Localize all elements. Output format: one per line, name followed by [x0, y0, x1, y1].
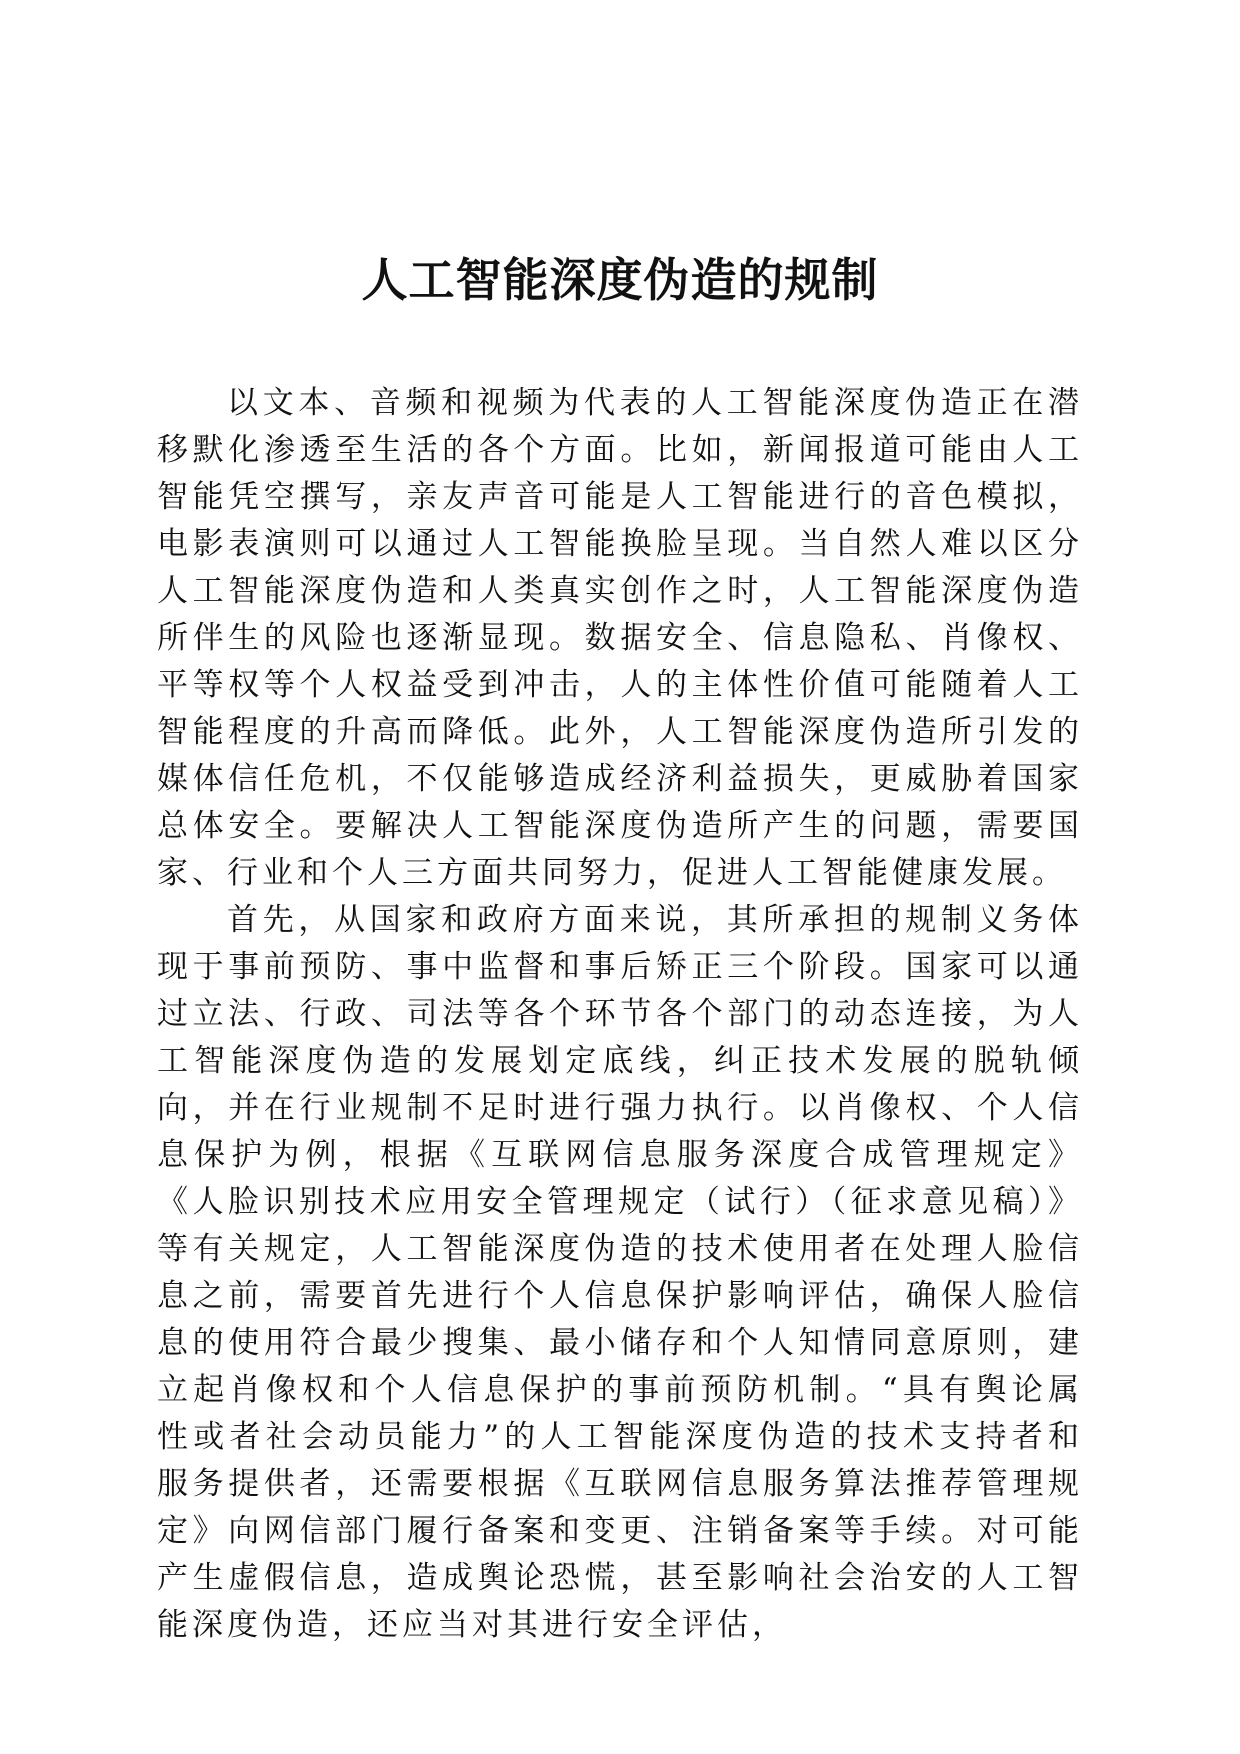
paragraph-2: 首先，从国家和政府方面来说，其所承担的规制义务体现于事前预防、事中监督和事后矫正三个阶段。国家可以通过立法、行政、司法等各个环节各个部门的动态连接，为人工智能深度伪造的发展划定底线，纠正技术发展的脱轨倾向，并在行业规制不足时进行强力执行。以肖像权、个人信息保护为例，根据《互联网信息服务深度合成管理规定》《人脸识别技术应用安全管理规定（试行）（征求意见稿）》等有关规定，人工智能深度伪造的技术使用者在处理人脸信息之前，需要首先进行个人信息保护影响评估，确保人脸信息的使用符合最少搜集、最小储存和个人知情同意原则，建立起肖像权和个人信息保护的事前预防机制。“具有舆论属性或者社会动员能力”的人工智能深度伪造的技术支持者和服务提供者，还需要根据《互联网信息服务算法推荐管理规定》向网信部门履行备案和变更、注销备案等手续。对可能产生虚假信息，造成舆论恐慌，甚至影响社会治安的人工智能深度伪造，还应当对其进行安全评估， [157, 902, 1083, 1643]
paragraph-1: 以文本、音频和视频为代表的人工智能深度伪造正在潜移默化渗透至生活的各个方面。比如，新闻报道可能由人工智能凭空撰写，亲友声音可能是人工智能进行的音色模拟，电影表演则可以通过人工智能换脸呈现。当自然人难以区分人工智能深度伪造和人类真实创作之时，人工智能深度伪造所伴生的风险也逐渐显现。数据安全、信息隐私、肖像权、平等权等个人权益受到冲击，人的主体性价值可能随着人工智能程度的升高而降低。此外，人工智能深度伪造所引发的媒体信任危机，不仅能够造成经济利益损失，更威胁着国家总体安全。要解决人工智能深度伪造所产生的问题，需要国家、行业和个人三方面共同努力，促进人工智能健康发展。 [157, 385, 1083, 891]
document-title: 人工智能深度伪造的规制 [361, 253, 879, 307]
document-body [157, 380, 1083, 1649]
